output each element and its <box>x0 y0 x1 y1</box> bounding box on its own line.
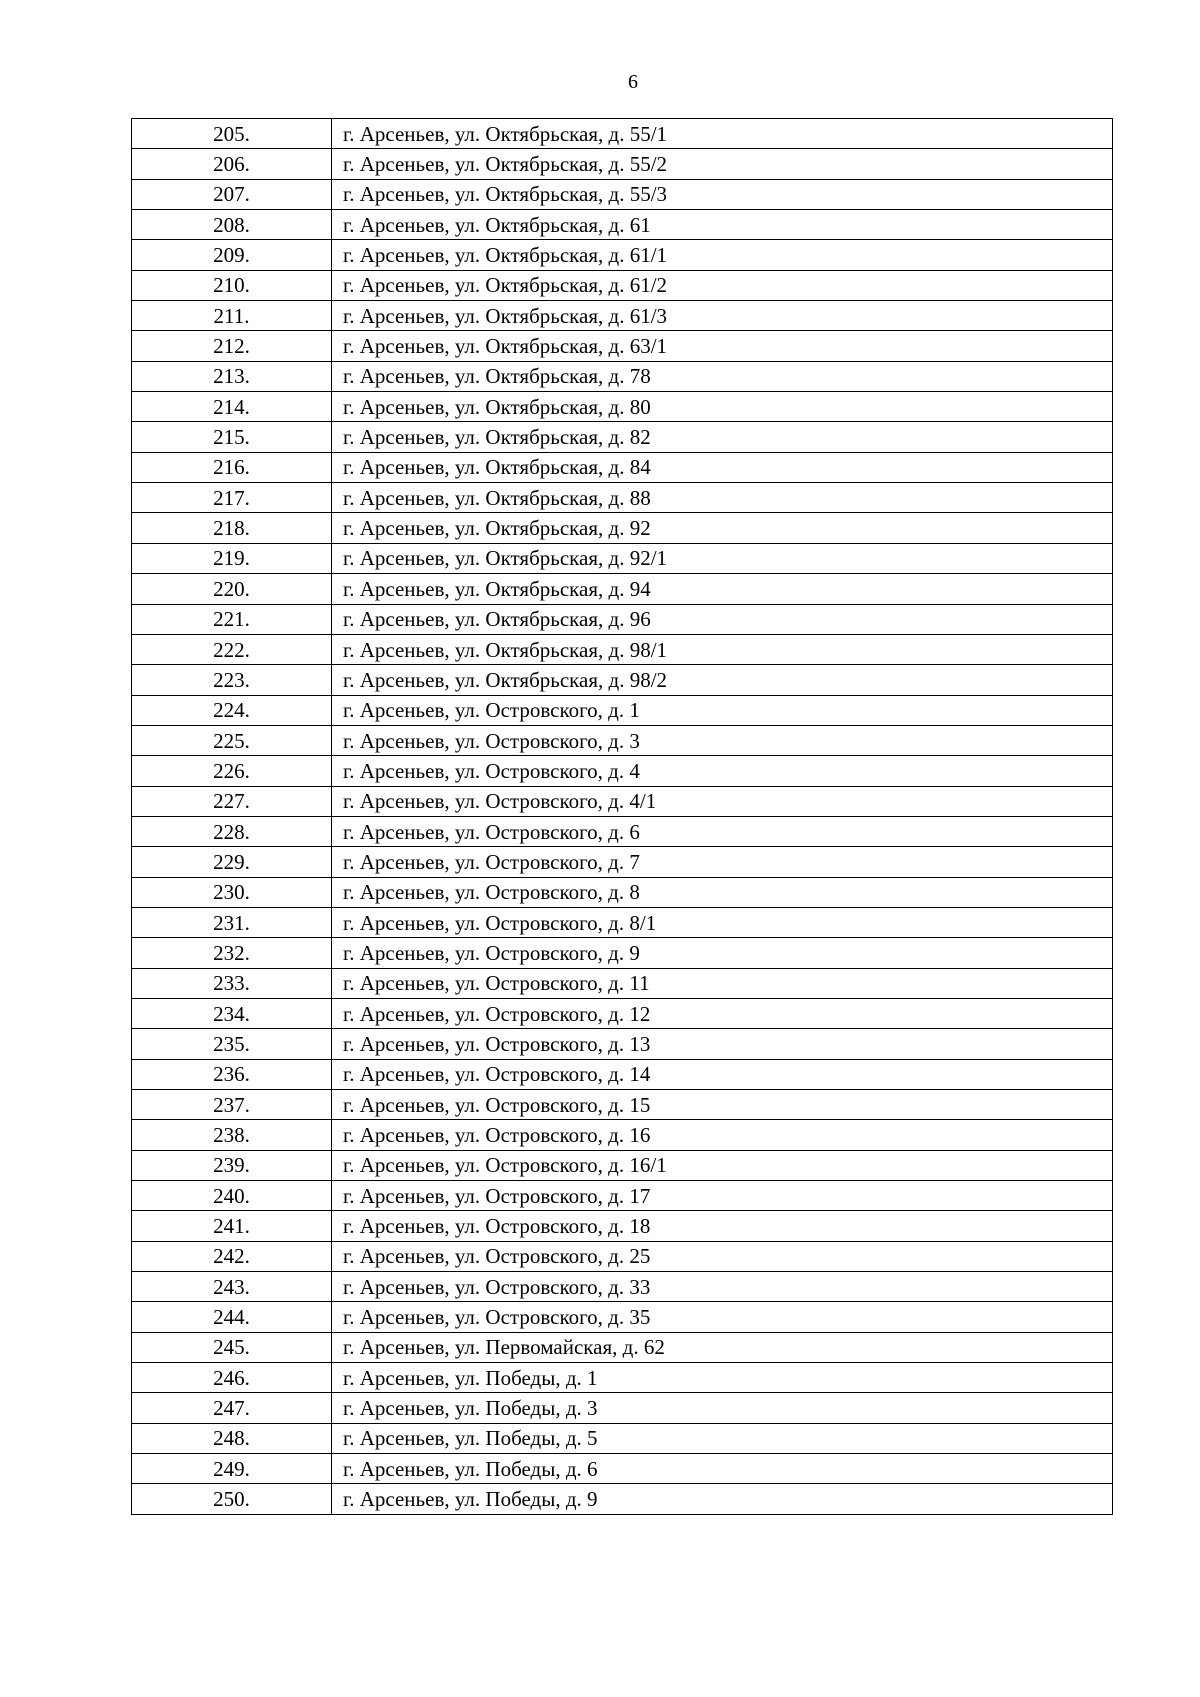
table-row <box>132 1150 1113 1180</box>
table-row <box>132 1302 1113 1332</box>
table-row <box>132 301 1113 331</box>
row-address: г. Арсеньев, ул. Победы, д. 1 <box>332 1363 1113 1393</box>
table-row <box>132 665 1113 695</box>
table-row <box>132 1363 1113 1393</box>
row-number: 224. <box>132 695 332 725</box>
row-address: г. Арсеньев, ул. Октябрьская, д. 96 <box>332 604 1113 634</box>
row-number: 236. <box>132 1059 332 1089</box>
row-number: 221. <box>132 604 332 634</box>
page-number: 6 <box>628 71 638 93</box>
table-row <box>132 634 1113 664</box>
row-address: г. Арсеньев, ул. Островского, д. 9 <box>332 938 1113 968</box>
table-row <box>132 938 1113 968</box>
row-address: г. Арсеньев, ул. Островского, д. 3 <box>332 725 1113 755</box>
row-address: г. Арсеньев, ул. Октябрьская, д. 63/1 <box>332 331 1113 361</box>
table-row <box>132 483 1113 513</box>
row-number: 247. <box>132 1393 332 1423</box>
table-row <box>132 513 1113 543</box>
row-address: г. Арсеньев, ул. Победы, д. 5 <box>332 1423 1113 1453</box>
row-number: 210. <box>132 270 332 300</box>
row-address: г. Арсеньев, ул. Октябрьская, д. 78 <box>332 361 1113 391</box>
table-row <box>132 240 1113 270</box>
row-number: 207. <box>132 179 332 209</box>
row-number: 229. <box>132 847 332 877</box>
table-row <box>132 968 1113 998</box>
table-row <box>132 1090 1113 1120</box>
row-address: г. Арсеньев, ул. Островского, д. 8/1 <box>332 907 1113 937</box>
row-number: 215. <box>132 422 332 452</box>
table-body <box>132 119 1113 1515</box>
table-row <box>132 786 1113 816</box>
table-row <box>132 1211 1113 1241</box>
row-address: г. Арсеньев, ул. Островского, д. 14 <box>332 1059 1113 1089</box>
row-address: г. Арсеньев, ул. Островского, д. 25 <box>332 1241 1113 1271</box>
table-row <box>132 119 1113 149</box>
table-row <box>132 270 1113 300</box>
row-number: 217. <box>132 483 332 513</box>
row-address: г. Арсеньев, ул. Островского, д. 4 <box>332 756 1113 786</box>
row-number: 218. <box>132 513 332 543</box>
row-number: 240. <box>132 1181 332 1211</box>
table-row <box>132 1484 1113 1514</box>
row-address: г. Арсеньев, ул. Островского, д. 35 <box>332 1302 1113 1332</box>
table-row <box>132 1181 1113 1211</box>
row-address: г. Арсеньев, ул. Октябрьская, д. 82 <box>332 422 1113 452</box>
row-number: 223. <box>132 665 332 695</box>
row-number: 230. <box>132 877 332 907</box>
row-address: г. Арсеньев, ул. Октябрьская, д. 92/1 <box>332 543 1113 573</box>
row-number: 219. <box>132 543 332 573</box>
table-row <box>132 1120 1113 1150</box>
table-row <box>132 574 1113 604</box>
row-address: г. Арсеньев, ул. Победы, д. 9 <box>332 1484 1113 1514</box>
table-row <box>132 331 1113 361</box>
row-number: 213. <box>132 361 332 391</box>
row-number: 234. <box>132 998 332 1028</box>
table-row <box>132 361 1113 391</box>
row-number: 216. <box>132 452 332 482</box>
table-row <box>132 1332 1113 1362</box>
row-address: г. Арсеньев, ул. Октябрьская, д. 84 <box>332 452 1113 482</box>
table-row <box>132 1059 1113 1089</box>
row-number: 235. <box>132 1029 332 1059</box>
row-address: г. Арсеньев, ул. Островского, д. 13 <box>332 1029 1113 1059</box>
row-address: г. Арсеньев, ул. Островского, д. 16 <box>332 1120 1113 1150</box>
table-row <box>132 725 1113 755</box>
table-row <box>132 543 1113 573</box>
table-row <box>132 695 1113 725</box>
row-number: 242. <box>132 1241 332 1271</box>
row-address: г. Арсеньев, ул. Островского, д. 33 <box>332 1272 1113 1302</box>
table-row <box>132 998 1113 1028</box>
table-row <box>132 392 1113 422</box>
row-number: 249. <box>132 1454 332 1484</box>
address-table <box>131 118 1113 1515</box>
row-address: г. Арсеньев, ул. Островского, д. 7 <box>332 847 1113 877</box>
row-address: г. Арсеньев, ул. Октябрьская, д. 55/3 <box>332 179 1113 209</box>
table-row <box>132 210 1113 240</box>
row-address: г. Арсеньев, ул. Островского, д. 15 <box>332 1090 1113 1120</box>
table-row <box>132 1393 1113 1423</box>
row-address: г. Арсеньев, ул. Островского, д. 16/1 <box>332 1150 1113 1180</box>
table-row <box>132 1272 1113 1302</box>
table-row <box>132 452 1113 482</box>
row-number: 227. <box>132 786 332 816</box>
row-address: г. Арсеньев, ул. Островского, д. 18 <box>332 1211 1113 1241</box>
table-row <box>132 847 1113 877</box>
row-number: 222. <box>132 634 332 664</box>
row-number: 205. <box>132 119 332 149</box>
row-address: г. Арсеньев, ул. Октябрьская, д. 98/1 <box>332 634 1113 664</box>
table-row <box>132 877 1113 907</box>
row-number: 243. <box>132 1272 332 1302</box>
row-address: г. Арсеньев, ул. Октябрьская, д. 94 <box>332 574 1113 604</box>
row-address: г. Арсеньев, ул. Островского, д. 6 <box>332 816 1113 846</box>
row-number: 248. <box>132 1423 332 1453</box>
row-number: 246. <box>132 1363 332 1393</box>
row-address: г. Арсеньев, ул. Островского, д. 11 <box>332 968 1113 998</box>
row-number: 239. <box>132 1150 332 1180</box>
row-address: г. Арсеньев, ул. Октябрьская, д. 61 <box>332 210 1113 240</box>
row-number: 233. <box>132 968 332 998</box>
row-number: 228. <box>132 816 332 846</box>
row-address: г. Арсеньев, ул. Островского, д. 17 <box>332 1181 1113 1211</box>
row-address: г. Арсеньев, ул. Октябрьская, д. 55/1 <box>332 119 1113 149</box>
table-row <box>132 604 1113 634</box>
row-address: г. Арсеньев, ул. Октябрьская, д. 88 <box>332 483 1113 513</box>
row-address: г. Арсеньев, ул. Островского, д. 4/1 <box>332 786 1113 816</box>
table-row <box>132 149 1113 179</box>
row-address: г. Арсеньев, ул. Островского, д. 12 <box>332 998 1113 1028</box>
row-address: г. Арсеньев, ул. Победы, д. 3 <box>332 1393 1113 1423</box>
row-number: 238. <box>132 1120 332 1150</box>
row-address: г. Арсеньев, ул. Победы, д. 6 <box>332 1454 1113 1484</box>
row-number: 231. <box>132 907 332 937</box>
row-address: г. Арсеньев, ул. Островского, д. 1 <box>332 695 1113 725</box>
row-number: 245. <box>132 1332 332 1362</box>
row-address: г. Арсеньев, ул. Первомайская, д. 62 <box>332 1332 1113 1362</box>
row-number: 220. <box>132 574 332 604</box>
table-row <box>132 816 1113 846</box>
row-address: г. Арсеньев, ул. Островского, д. 8 <box>332 877 1113 907</box>
table-row <box>132 1029 1113 1059</box>
table-row <box>132 907 1113 937</box>
row-address: г. Арсеньев, ул. Октябрьская, д. 80 <box>332 392 1113 422</box>
table-row <box>132 422 1113 452</box>
row-address: г. Арсеньев, ул. Октябрьская, д. 61/1 <box>332 240 1113 270</box>
row-number: 212. <box>132 331 332 361</box>
row-number: 209. <box>132 240 332 270</box>
row-address: г. Арсеньев, ул. Октябрьская, д. 61/2 <box>332 270 1113 300</box>
row-number: 250. <box>132 1484 332 1514</box>
row-number: 226. <box>132 756 332 786</box>
row-address: г. Арсеньев, ул. Октябрьская, д. 55/2 <box>332 149 1113 179</box>
row-number: 244. <box>132 1302 332 1332</box>
row-number: 237. <box>132 1090 332 1120</box>
row-number: 208. <box>132 210 332 240</box>
table-row <box>132 1241 1113 1271</box>
row-address: г. Арсеньев, ул. Октябрьская, д. 92 <box>332 513 1113 543</box>
row-number: 211. <box>132 301 332 331</box>
row-number: 232. <box>132 938 332 968</box>
table-row <box>132 179 1113 209</box>
row-number: 214. <box>132 392 332 422</box>
row-number: 225. <box>132 725 332 755</box>
row-address: г. Арсеньев, ул. Октябрьская, д. 98/2 <box>332 665 1113 695</box>
row-address: г. Арсеньев, ул. Октябрьская, д. 61/3 <box>332 301 1113 331</box>
row-number: 206. <box>132 149 332 179</box>
table-row <box>132 1423 1113 1453</box>
table-row <box>132 756 1113 786</box>
table-row <box>132 1454 1113 1484</box>
row-number: 241. <box>132 1211 332 1241</box>
